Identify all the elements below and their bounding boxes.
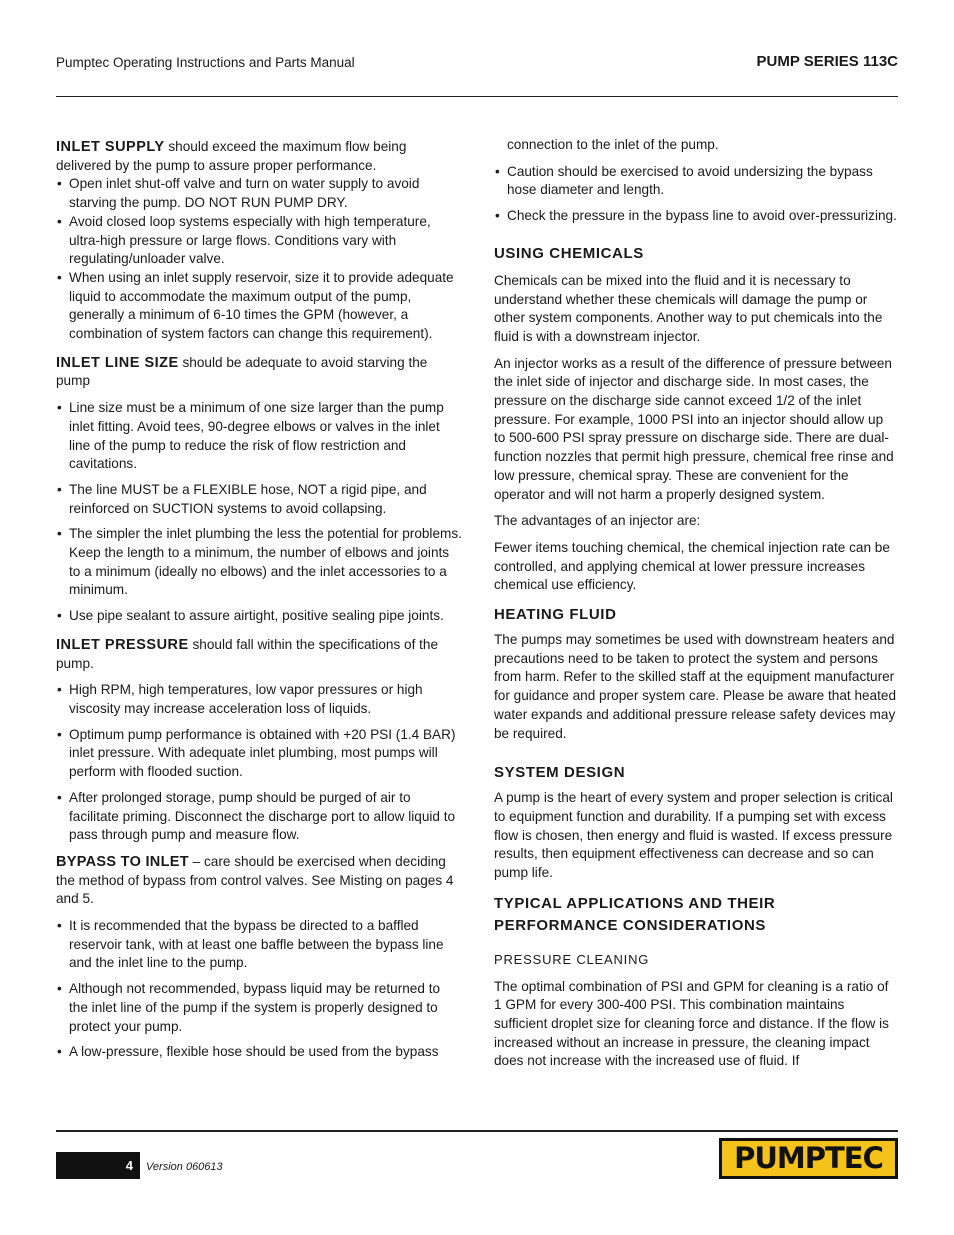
heating-fluid-heading: HEATING FLUID: [494, 606, 617, 624]
bypass-lead: BYPASS TO INLET: [56, 853, 189, 870]
list-item: • Caution should be exercised to avoid undersizing the bypass hose diameter and length.: [495, 163, 873, 198]
chemicals-paragraph: Chemicals can be mixed into the fluid and it is necessary to understand whether these chemicals will damage the pump or other system components. Another way to put chemicals into the fluid is with a downstream injector.: [494, 272, 883, 344]
using-chemicals-heading: USING CHEMICALS: [494, 244, 644, 262]
pressure-cleaning-subheading: PRESSURE CLEANING: [494, 951, 650, 967]
list-item: • The simpler the inlet plumbing the less the potential for problems. Keep the length to a minimum, the number of elbows and joints to a minimum (ideally no elbows) and the inlet accessories to a minimum.: [57, 526, 462, 598]
list-item: • Avoid closed loop systems especially with high temperature, ultra-high pressure or large flows. Conditions vary with regulating/unloader valve.: [57, 213, 431, 267]
bypass-cont-list: [494, 163, 898, 226]
inlet-line-list: [56, 399, 462, 626]
bypass-intro: [56, 853, 462, 909]
list-item: • Optimum pump performance is obtained with +20 PSI (1.4 BAR) inlet pressure. With adequate inlet plumbing, most pumps will perform with flooded suction.: [57, 726, 456, 780]
header-rule: [56, 96, 898, 97]
inlet-supply-intro: [56, 138, 462, 175]
list-item: • The line MUST be a FLEXIBLE hose, NOT a rigid pipe, and reinforced on SUCTION systems to avoid collapsing.: [57, 481, 427, 516]
inlet-supply-list: [56, 175, 462, 343]
pressure-cleaning-paragraph: The optimal combination of PSI and GPM for cleaning is a ratio of 1 GPM for every 300-400 PSI. This combination maintains sufficient droplet size for cleaning force and distance. If the flow is increased without an increase in pressure, the cleaning impact does not increase with the increased use of fluid. If: [494, 978, 889, 1069]
inlet-line-intro: [56, 354, 462, 391]
inlet-supply-text: should exceed the maximum flow being delivered by the pump to assure proper performance.: [56, 139, 407, 173]
list-item: • It is recommended that the bypass be directed to a baffled reservoir tank, with at least one baffle between the bypass line and the inlet line to the pump.: [57, 918, 444, 971]
chemicals-paragraph: An injector works as a result of the difference of pressure between the inlet side of injector and discharge side. In most cases, the pressure on the discharge side cannot exceed 1/2 of the inlet pressure. For example, 1000 PSI into an injector should allow up to 500-600 PSI spray pressure on discharge side. There are dual-function nozzles that permit high pressure, chemical free rinse and low pressure, chemical spray. These are convenient for the operator and will not harm a properly designed system.: [494, 355, 894, 502]
list-item: • Use pipe sealant to assure airtight, positive sealing pipe joints.: [57, 608, 444, 624]
bypass-continuation: connection to the inlet of the pump.: [507, 137, 719, 152]
system-paragraph: A pump is the heart of every system and proper selection is critical to equipment function and durability. If a pumping set with excess flow is chosen, then energy and fluid is wasted. If excess pressure results, then equipment effectiveness can decrease and so can pump life.: [494, 790, 893, 881]
list-item: • Open inlet shut-off valve and turn on water supply to avoid starving the pump. DO NOT RUN PUMP DRY.: [57, 176, 420, 211]
inlet-line-text: should be adequate to avoid starving the pump: [56, 354, 428, 389]
typical-heading-line2: PERFORMANCE CONSIDERATIONS: [494, 916, 766, 934]
typical-heading-line1: TYPICAL APPLICATIONS AND THEIR: [494, 894, 776, 912]
right-column: [494, 136, 898, 1079]
page-number-box: [56, 1152, 140, 1179]
logo-text: PUMPTEC: [734, 1141, 883, 1175]
chemicals-paragraph: The advantages of an injector are:: [494, 513, 701, 529]
list-item: • A low-pressure, flexible hose should be used from the bypass: [57, 1044, 439, 1060]
bypass-list: [56, 917, 462, 1062]
pumptec-logo: [719, 1138, 898, 1179]
page-number: 4: [125, 1158, 133, 1173]
left-column: [56, 138, 462, 1069]
list-item: • Although not recommended, bypass liquid may be returned to the inlet line of the pump if the system is properly designed to protect your pump.: [57, 981, 441, 1034]
inlet-pressure-text: should fall within the specifications of the pump.: [56, 636, 439, 671]
system-design-heading: SYSTEM DESIGN: [494, 764, 626, 782]
inlet-pressure-lead: INLET PRESSURE: [56, 636, 189, 653]
inlet-supply-lead: INLET SUPPLY: [56, 139, 165, 155]
manual-title: Pumptec Operating Instructions and Parts Manual: [56, 55, 355, 70]
footer-rule: [56, 1130, 898, 1132]
bypass-text: – care should be exercised when deciding the method of bypass from control valves. See Misting on pages 4 and 5.: [56, 853, 454, 907]
heating-paragraph: The pumps may sometimes be used with downstream heaters and precautions need to be taken to protect the system and persons from harm. Refer to the skilled staff at the equipment manufacturer for guidance and proper system care. Please be aware that heated water expands and additional pressure release safety devices may be required.: [494, 632, 897, 741]
list-item: • When using an inlet supply reservoir, size it to provide adequate liquid to accommodate the maximum output of the pump, generally a minimum of 6-10 times the GPM (however, a combination of system factors can change this requirement).: [57, 269, 454, 342]
logo-badge: [722, 1141, 895, 1176]
list-item: • After prolonged storage, pump should be purged of air to facilitate priming. Disconnect the discharge port to allow liquid to pass through pump and measure flow.: [57, 789, 456, 843]
chemicals-paragraph: Fewer items touching chemical, the chemical injection rate can be controlled, and applying chemical at lower pressure increases chemical use efficiency.: [494, 539, 890, 593]
inlet-pressure-list: [56, 681, 462, 845]
inlet-pressure-intro: [56, 636, 462, 673]
list-item: • Line size must be a minimum of one size larger than the pump inlet fitting. Avoid tees, 90-degree elbows or valves in the inlet line of the pump to reduce the risk of flow restriction and cavitations.: [57, 400, 444, 472]
list-item: • High RPM, high temperatures, low vapor pressures or high viscosity may increase acceleration loss of liquids.: [57, 682, 423, 716]
version-label: Version 060613: [146, 1161, 223, 1173]
typical-applications-heading: [494, 893, 898, 937]
list-item: • Check the pressure in the bypass line to avoid over-pressurizing.: [495, 208, 897, 224]
series-title: PUMP SERIES 113C: [756, 53, 898, 70]
inlet-line-lead: INLET LINE SIZE: [56, 354, 179, 371]
